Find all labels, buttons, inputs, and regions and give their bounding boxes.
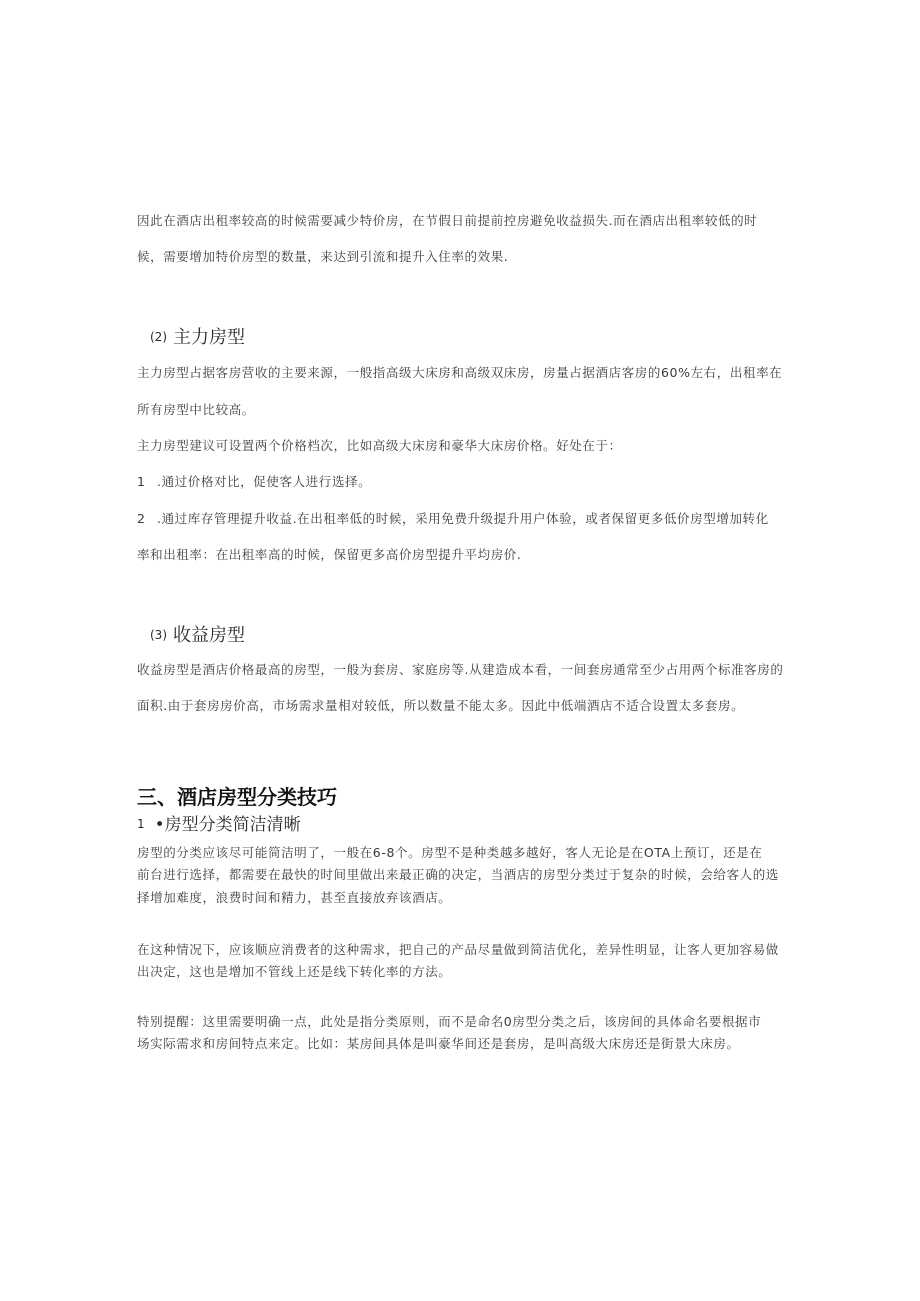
subheading-main-room: [150, 325, 245, 350]
paragraph-line: 收益房型是酒店价格最高的房型，一般为套房、家庭房等.从建造成本看，一间套房通常至少占用两个标准客房的: [137, 662, 784, 677]
subheading-text: 收益房型: [173, 625, 245, 646]
paragraph-line: 场实际需求和房间特点来定。比如：某房间具体是叫豪华间还是套房，是叫高级大床房还是街景大床房。: [137, 1036, 740, 1051]
list-item-number: 1: [137, 474, 146, 489]
paragraph-line: 房型的分类应该尽可能简洁明了，一般在6-8个。房型不是种类越多越好，客人无论是在OTA上预订，还是在: [137, 845, 763, 860]
tip-heading: [137, 813, 301, 836]
list-item-text: .通过价格对比，促使客人进行选择。: [157, 474, 372, 489]
list-item: [137, 510, 787, 528]
section-title: 三、酒店房型分类技巧: [137, 785, 337, 809]
tip-text: •房型分类简洁清晰: [154, 815, 301, 835]
tip-number: 1: [137, 817, 145, 831]
subheading-revenue-room: [150, 623, 245, 648]
subheading-number: (2): [150, 330, 167, 344]
paragraph-line: 出决定，这也是增加不管线上还是线下转化率的方法。: [137, 964, 452, 979]
paragraph-line: 特别提醒：这里需要明确一点，此处是指分类原则，而不是命名0房型分类之后，该房间的具体命名要根据市: [137, 1014, 762, 1029]
subheading-text: 主力房型: [173, 327, 245, 348]
paragraph-line: 主力房型占据客房营收的主要来源，一般指高级大床房和高级双床房，房量占据酒店客房的60%左右，出租率在: [137, 365, 783, 380]
list-item-text: .通过库存管理提升收益.在出租率低的时候，采用免费升级提升用户体验，或者保留更多低价房型增加转化: [157, 511, 769, 526]
paragraph-line: 率和出租率：在出租率高的时候，保留更多高价房型提升平均房价.: [137, 547, 522, 562]
paragraph-line: 所有房型中比较高。: [137, 402, 255, 417]
paragraph-line: 面积.由于套房房价高，市场需求量相对较低，所以数量不能太多。因此中低端酒店不适合设置太多套房。: [137, 698, 745, 713]
paragraph-line: 因此在酒店出租率较高的时候需要减少特价房，在节假日前提前控房避免收益损失.而在酒店出租率较低的时: [137, 213, 758, 228]
paragraph-line: 前台进行选择，都需要在最快的时间里做出来最正确的决定，当酒店的房型分类过于复杂的时候，会给客人的选: [137, 867, 779, 882]
paragraph-line: 候，需要增加特价房型的数量，来达到引流和提升入住率的效果.: [137, 249, 509, 264]
paragraph-line: 在这种情况下，应该顺应消费者的这种需求，把自己的产品尽量做到简洁优化，差异性明显，让客人更加容易做: [137, 942, 779, 957]
list-item: [137, 473, 787, 491]
paragraph-line: 主力房型建议可设置两个价格档次，比如高级大床房和豪华大床房价格。好处在于：: [137, 438, 622, 453]
paragraph-line: 择增加难度，浪费时间和精力，甚至直接放弃该酒店。: [137, 890, 452, 905]
subheading-number: (3): [150, 628, 167, 642]
list-item-number: 2: [137, 511, 146, 526]
